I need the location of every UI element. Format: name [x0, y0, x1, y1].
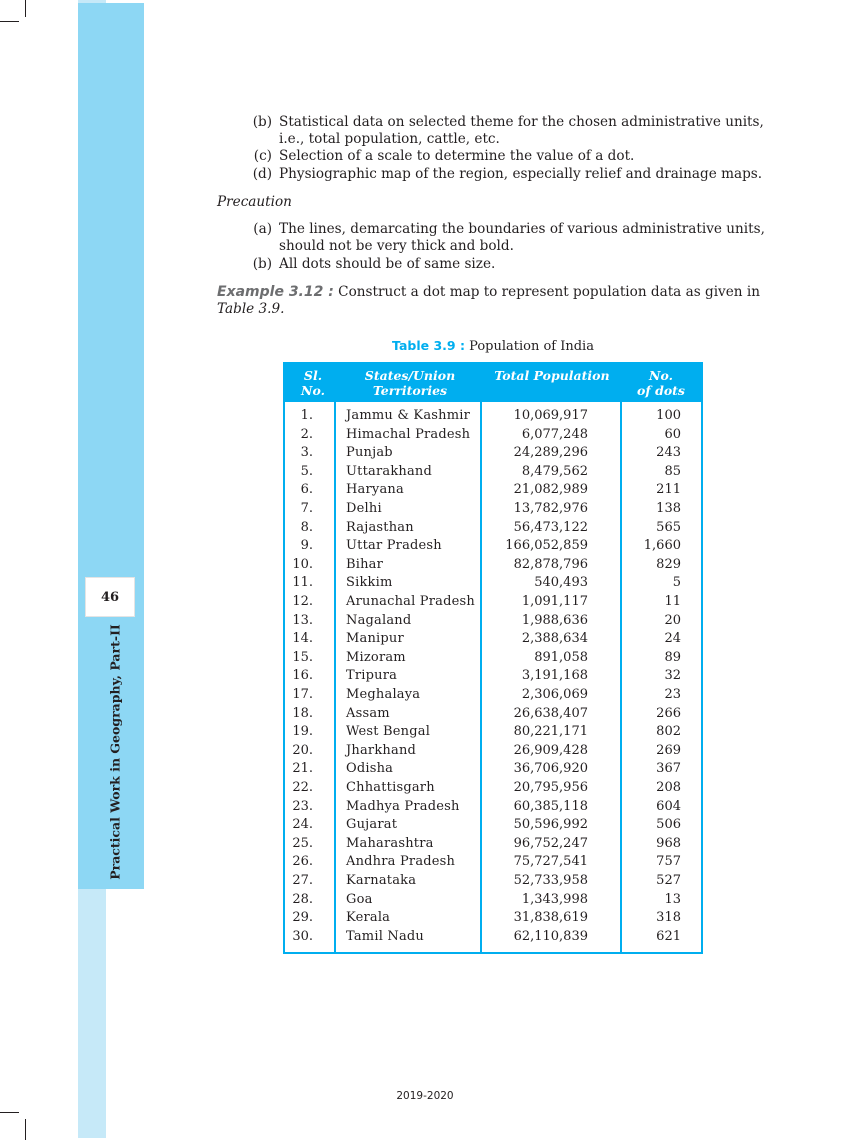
cell-dots: 243: [656, 445, 681, 461]
table-row: [285, 537, 701, 556]
cell-dots: 757: [656, 854, 681, 870]
cell-sl: 5.: [300, 463, 313, 479]
table-row: [285, 481, 701, 500]
cell-population: 166,052,859: [505, 538, 588, 554]
cell-sl: 10.: [292, 556, 313, 572]
cell-state: Assam: [346, 705, 390, 721]
cell-population: 891,058: [534, 649, 588, 665]
cell-dots: 269: [656, 742, 681, 758]
cell-state: Himachal Pradesh: [346, 426, 471, 442]
table-header: [285, 364, 701, 402]
crop-mark: [0, 1112, 19, 1113]
cell-state: Tripura: [346, 668, 398, 684]
list-item-text: The lines, demarcating the boundaries of various administrative units,: [279, 221, 765, 237]
list-item-text: Statistical data on selected theme for the chosen administrative units,: [279, 114, 764, 130]
cell-dots: 367: [656, 761, 681, 777]
table-row: [285, 630, 701, 649]
cell-sl: 9.: [300, 538, 313, 554]
cell-dots: 85: [664, 463, 681, 479]
table-row: [285, 593, 701, 612]
cell-population: 1,091,117: [521, 594, 588, 609]
header-sl: Sl. No.: [301, 368, 325, 398]
table-row: [285, 463, 701, 482]
list-item-text: All dots should be of same size.: [279, 256, 496, 272]
cell-sl: 27.: [292, 873, 313, 888]
list-label: (a): [253, 221, 272, 237]
cell-dots: 208: [656, 780, 681, 795]
table-caption: [283, 337, 703, 355]
table-row: [285, 574, 701, 593]
cell-sl: 2.: [300, 426, 313, 442]
cell-sl: 17.: [292, 687, 313, 702]
cell-dots: 24: [664, 631, 681, 647]
cell-state: Delhi: [346, 501, 382, 516]
cell-dots: 565: [656, 519, 681, 535]
cell-dots: 621: [656, 928, 681, 944]
table-row: [285, 519, 701, 538]
cell-dots: 1,660: [643, 538, 681, 554]
table-row: [285, 686, 701, 705]
cell-sl: 16.: [292, 668, 313, 684]
cell-sl: 6.: [300, 482, 313, 498]
header-population: Total Population: [494, 368, 610, 383]
cell-dots: 527: [656, 873, 681, 888]
list-item-text: i.e., total population, cattle, etc.: [279, 131, 500, 147]
cell-state: Madhya Pradesh: [346, 798, 460, 814]
cell-dots: 506: [656, 817, 681, 833]
header-dots: No. of dots: [637, 368, 685, 398]
cell-sl: 22.: [292, 780, 313, 795]
cell-sl: 12.: [292, 594, 313, 609]
table-row: [285, 667, 701, 686]
list-label: (b): [252, 114, 272, 130]
cell-state: Odisha: [346, 761, 394, 777]
list-item-text: should not be very thick and bold.: [279, 238, 514, 254]
table-row: [285, 798, 701, 817]
cell-dots: 60: [664, 426, 681, 442]
cell-population: 8,479,562: [521, 463, 588, 479]
cell-population: 60,385,118: [513, 798, 588, 814]
cell-dots: 23: [664, 687, 681, 702]
table-row: [285, 612, 701, 631]
cell-population: 1,343,998: [521, 891, 588, 907]
cell-dots: 604: [656, 798, 681, 814]
cell-population: 36,706,920: [513, 761, 588, 777]
cell-population: 2,306,069: [521, 687, 588, 702]
cell-sl: 30.: [292, 928, 313, 944]
cell-population: 96,752,247: [513, 835, 588, 851]
precaution-heading: Precaution: [217, 194, 292, 210]
cell-sl: 18.: [292, 705, 313, 721]
cell-sl: 29.: [292, 910, 313, 926]
cell-dots: 13: [664, 891, 681, 907]
table-row: [285, 760, 701, 779]
cell-sl: 28.: [292, 891, 313, 907]
cell-state: Jammu & Kashmir: [346, 408, 471, 423]
table-row: [285, 779, 701, 798]
crop-mark: [25, 0, 26, 17]
cell-state: Mizoram: [346, 649, 406, 665]
table-row: [285, 723, 701, 742]
cell-population: 26,638,407: [513, 705, 588, 721]
cell-sl: 25.: [292, 835, 313, 851]
table-row: [285, 816, 701, 835]
cell-state: Andhra Pradesh: [346, 854, 456, 870]
cell-state: Meghalaya: [346, 687, 421, 702]
cell-dots: 5: [672, 575, 681, 591]
cell-population: 10,069,917: [513, 408, 588, 423]
cell-state: Bihar: [346, 556, 384, 572]
cell-sl: 21.: [292, 761, 313, 777]
cell-population: 26,909,428: [513, 742, 588, 758]
cell-state: Nagaland: [346, 612, 412, 628]
cell-population: 80,221,171: [513, 724, 588, 740]
cell-sl: 19.: [292, 724, 313, 740]
population-table: [283, 362, 703, 954]
cell-dots: 968: [656, 835, 681, 851]
cell-sl: 23.: [292, 798, 313, 814]
cell-state: Rajasthan: [346, 519, 414, 535]
example-text: Construct a dot map to represent population data as given in: [338, 284, 760, 300]
cell-state: Chhattisgarh: [346, 780, 435, 795]
cell-state: Punjab: [346, 445, 393, 461]
cell-dots: 266: [656, 705, 681, 721]
cell-dots: 32: [664, 668, 681, 684]
cell-state: Tamil Nadu: [346, 928, 425, 944]
list-item-text: Selection of a scale to determine the value of a dot.: [279, 148, 635, 164]
cell-dots: 318: [656, 910, 681, 926]
cell-population: 82,878,796: [513, 556, 588, 572]
table-row: [285, 426, 701, 445]
cell-state: Uttarakhand: [346, 463, 433, 479]
cell-dots: 829: [656, 556, 681, 572]
cell-population: 3,191,168: [521, 668, 588, 684]
cell-state: Haryana: [346, 482, 404, 498]
table-caption-label: Table 3.9 :: [392, 338, 465, 353]
table-row: [285, 872, 701, 891]
cell-population: 2,388,634: [521, 631, 588, 647]
cell-population: 540,493: [534, 575, 588, 591]
cell-population: 52,733,958: [513, 873, 588, 888]
cell-sl: 24.: [292, 817, 313, 833]
table-row: [285, 853, 701, 872]
cell-state: West Bengal: [346, 724, 431, 740]
cell-population: 31,838,619: [513, 910, 588, 926]
table-row: [285, 909, 701, 928]
cell-dots: 20: [664, 612, 681, 628]
cell-sl: 20.: [292, 742, 313, 758]
cell-sl: 11.: [292, 575, 313, 591]
side-title-text: Practical Work in Geography, Part-II: [107, 624, 123, 880]
cell-dots: 11: [664, 594, 681, 609]
cell-state: Gujarat: [346, 817, 398, 833]
list-label: (d): [252, 166, 272, 182]
table-row: [285, 835, 701, 854]
cell-population: 75,727,541: [513, 854, 588, 870]
cell-population: 56,473,122: [513, 519, 588, 535]
table-row: [285, 742, 701, 761]
cell-sl: 1.: [300, 408, 313, 423]
list-label: (b): [252, 256, 272, 272]
cell-population: 21,082,989: [513, 482, 588, 498]
cell-population: 24,289,296: [513, 445, 588, 461]
cell-population: 50,596,992: [513, 817, 588, 833]
cell-state: Goa: [346, 891, 373, 907]
header-states: States/Union Territories: [364, 368, 456, 398]
table-row: [285, 444, 701, 463]
table-row: [285, 407, 701, 426]
cell-state: Maharashtra: [346, 835, 434, 851]
page-number: 46: [86, 578, 134, 616]
cell-population: 13,782,976: [513, 501, 588, 516]
list-label: (c): [253, 148, 272, 164]
cell-sl: 8.: [300, 519, 313, 535]
table-caption-text: Population of India: [469, 339, 594, 354]
table-row: [285, 556, 701, 575]
footer-year: 2019-2020: [396, 1090, 454, 1102]
cell-population: 20,795,956: [513, 780, 588, 795]
cell-state: Karnataka: [346, 873, 417, 888]
example-paragraph: [217, 284, 760, 302]
cell-dots: 138: [656, 501, 681, 516]
cell-sl: 14.: [292, 631, 313, 647]
table-row: [285, 891, 701, 910]
cell-state: Sikkim: [346, 575, 393, 591]
cell-sl: 26.: [292, 854, 313, 870]
cell-dots: 802: [656, 724, 681, 740]
cell-dots: 100: [656, 408, 681, 423]
cell-state: Manipur: [346, 631, 404, 647]
cell-dots: 211: [656, 482, 681, 498]
crop-mark: [25, 1119, 26, 1140]
cell-sl: 13.: [292, 612, 313, 628]
cell-state: Jharkhand: [346, 742, 417, 758]
list-item-text: Physiographic map of the region, especially relief and drainage maps.: [279, 166, 763, 182]
cell-population: 6,077,248: [521, 426, 588, 442]
table-row: [285, 928, 701, 947]
cell-population: 62,110,839: [513, 928, 588, 944]
cell-dots: 89: [664, 649, 681, 665]
crop-mark: [0, 21, 19, 22]
cell-population: 1,988,636: [521, 612, 588, 628]
cell-state: Arunachal Pradesh: [346, 594, 475, 609]
table-row: [285, 705, 701, 724]
cell-sl: 7.: [300, 501, 313, 516]
cell-state: Uttar Pradesh: [346, 538, 442, 554]
table-row: [285, 649, 701, 668]
example-label: Example 3.12 :: [217, 284, 334, 300]
table-row: [285, 500, 701, 519]
cell-sl: 3.: [300, 445, 313, 461]
cell-sl: 15.: [292, 649, 313, 665]
cell-state: Kerala: [346, 910, 391, 926]
example-reference: Table 3.9.: [217, 301, 285, 317]
